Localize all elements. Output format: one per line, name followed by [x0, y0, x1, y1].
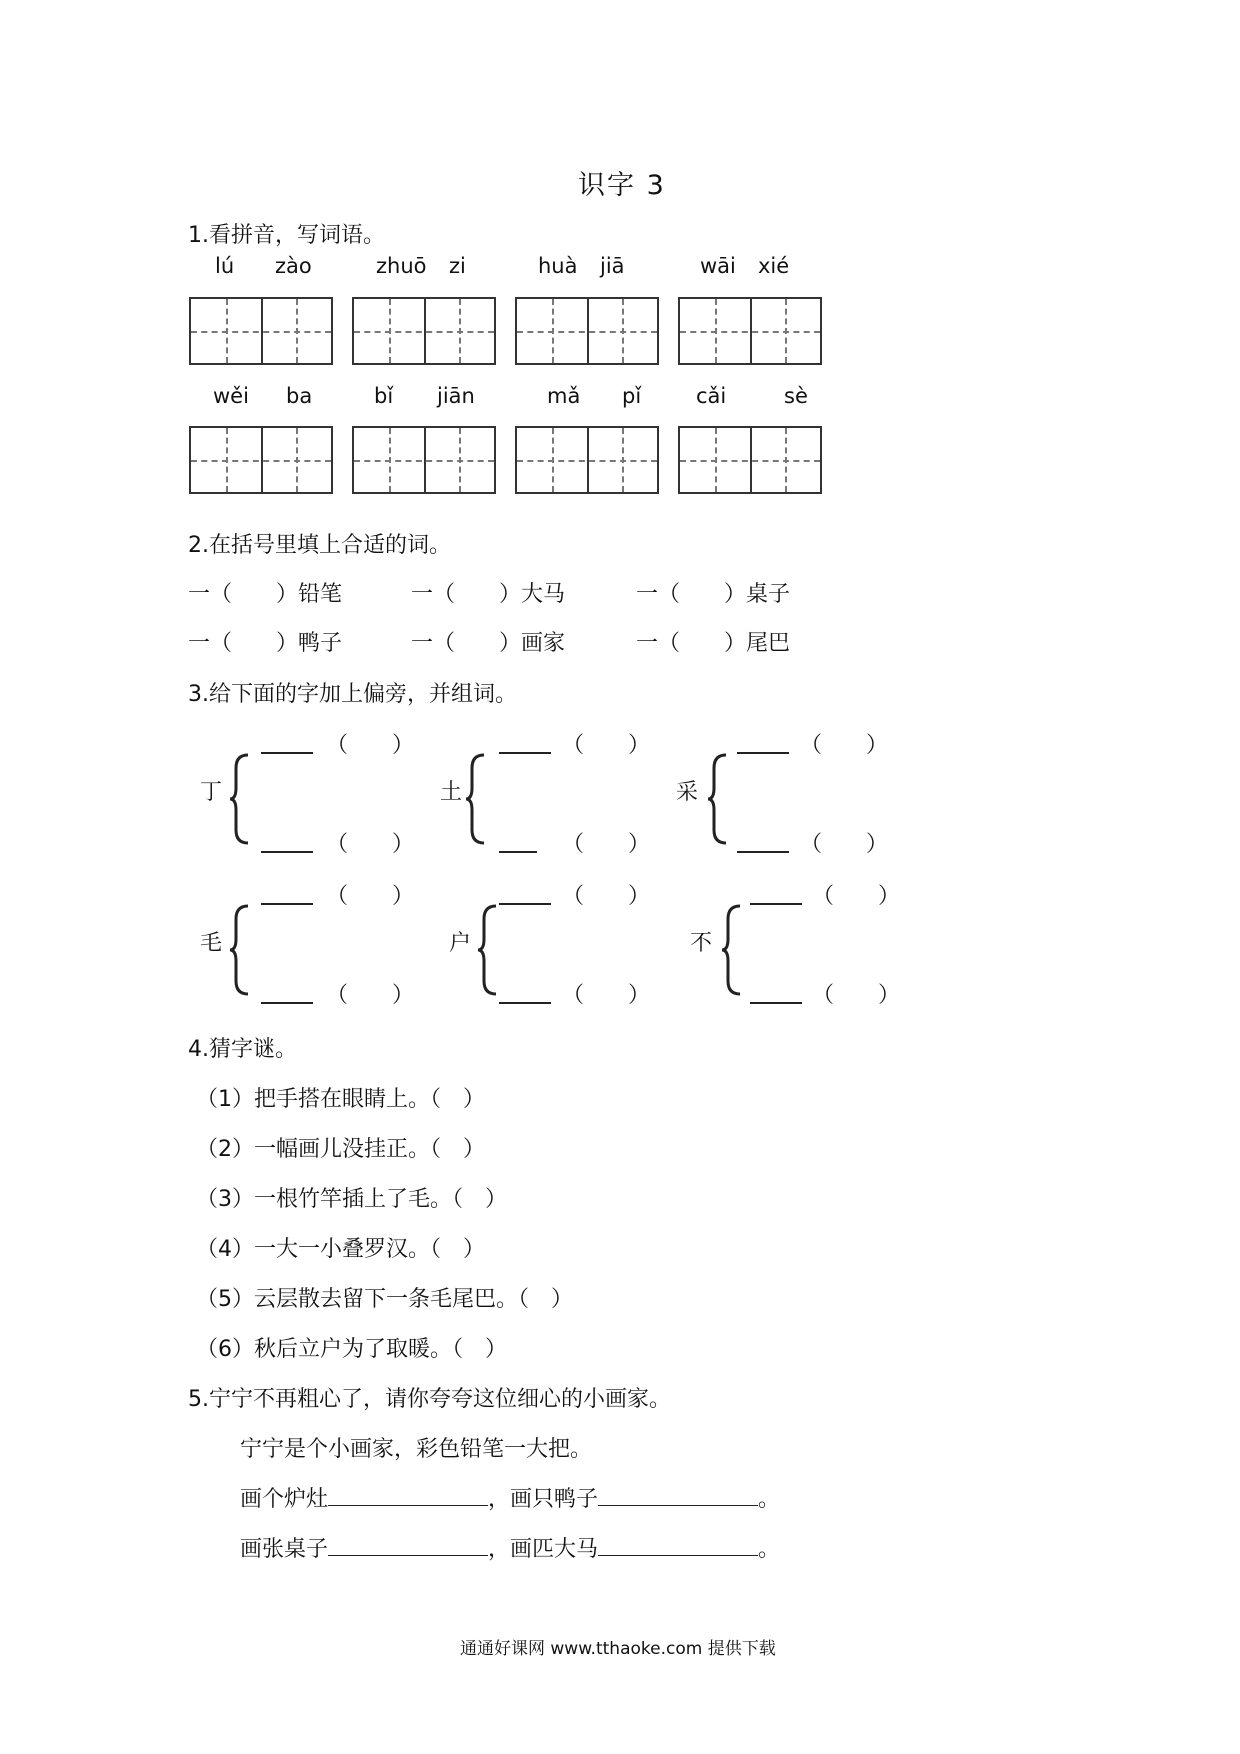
answer-paren[interactable]: （ ） [812, 983, 901, 1008]
q5-text: 画张桌子 [240, 1537, 329, 1562]
q2-heading: 2.在括号里填上合适的词。 [188, 533, 451, 558]
answer-blank[interactable] [328, 1485, 488, 1506]
base-char: 丁 [200, 780, 223, 805]
riddle-item: （1）把手搭在眼睛上。（ ） [196, 1087, 485, 1112]
pinyin: zào [275, 254, 312, 278]
answer-line[interactable] [737, 752, 789, 754]
q5-fill-line [240, 1532, 780, 1563]
q2-item: 一（ ）铅笔 [188, 582, 343, 607]
q5-fill-line [240, 1482, 780, 1513]
q5-text: 。 [758, 1487, 781, 1512]
base-char: 户 [449, 931, 472, 956]
answer-blank[interactable] [328, 1535, 488, 1556]
base-char: 不 [690, 931, 713, 956]
answer-line[interactable] [737, 851, 789, 853]
writing-grid[interactable] [189, 297, 333, 365]
q2-item: 一（ ）鸭子 [188, 631, 343, 656]
pinyin: wāi [700, 254, 736, 278]
writing-grid[interactable] [678, 426, 822, 494]
answer-line[interactable] [750, 1002, 802, 1004]
writing-grid[interactable] [189, 426, 333, 494]
brace-icon [228, 903, 252, 997]
brace-icon [706, 752, 730, 846]
pinyin: jiā [600, 254, 625, 278]
answer-paren[interactable]: （ ） [562, 733, 651, 758]
answer-line[interactable] [261, 752, 313, 754]
answer-line[interactable] [499, 752, 551, 754]
q2-item: 一（ ）大马 [411, 582, 566, 607]
riddle-item: （4）一大一小叠罗汉。（ ） [196, 1237, 485, 1262]
pinyin: lú [215, 254, 235, 278]
answer-line[interactable] [499, 851, 537, 853]
riddle-item: （3）一根竹竿插上了毛。（ ） [196, 1187, 507, 1212]
q5-heading: 5.宁宁不再粗心了，请你夸夸这位细心的小画家。 [188, 1387, 671, 1412]
answer-blank[interactable] [598, 1535, 758, 1556]
answer-line[interactable] [261, 903, 313, 905]
pinyin: cǎi [696, 384, 727, 408]
pinyin: wěi [213, 384, 249, 408]
q5-text: 。 [758, 1537, 781, 1562]
base-char: 毛 [200, 931, 223, 956]
q1-heading: 1.看拼音，写词语。 [188, 223, 385, 248]
writing-grid[interactable] [352, 426, 496, 494]
answer-line[interactable] [261, 851, 313, 853]
q5-text: ，画匹大马 [488, 1537, 599, 1562]
writing-grid[interactable] [515, 426, 659, 494]
answer-line[interactable] [750, 903, 802, 905]
pinyin: jiān [437, 384, 475, 408]
answer-paren[interactable]: （ ） [562, 884, 651, 909]
answer-paren[interactable]: （ ） [812, 884, 901, 909]
q5-line: 宁宁是个小画家，彩色铅笔一大把。 [240, 1437, 593, 1462]
writing-grid[interactable] [352, 297, 496, 365]
pinyin: xié [758, 254, 790, 278]
answer-line[interactable] [261, 1002, 313, 1004]
answer-paren[interactable]: （ ） [800, 733, 889, 758]
q2-item: 一（ ）桌子 [636, 582, 791, 607]
riddle-item: （5）云层散去留下一条毛尾巴。（ ） [196, 1287, 573, 1312]
answer-line[interactable] [499, 903, 551, 905]
pinyin: bǐ [374, 384, 394, 408]
answer-line[interactable] [499, 1002, 551, 1004]
brace-icon [464, 752, 488, 846]
pinyin: zhuō [376, 254, 427, 278]
answer-paren[interactable]: （ ） [326, 832, 415, 857]
page-title: 识字 3 [578, 170, 666, 201]
pinyin: pǐ [622, 384, 642, 408]
pinyin: ba [286, 384, 313, 408]
pinyin: huà [538, 254, 578, 278]
answer-paren[interactable]: （ ） [326, 983, 415, 1008]
riddle-item: （6）秋后立户为了取暖。（ ） [196, 1337, 507, 1362]
answer-paren[interactable]: （ ） [326, 733, 415, 758]
base-char: 采 [676, 780, 699, 805]
riddle-item: （2）一幅画儿没挂正。（ ） [196, 1137, 485, 1162]
brace-icon [720, 903, 744, 997]
answer-paren[interactable]: （ ） [562, 983, 651, 1008]
q5-text: 画个炉灶 [240, 1487, 329, 1512]
answer-blank[interactable] [598, 1485, 758, 1506]
writing-grid[interactable] [678, 297, 822, 365]
pinyin: mǎ [547, 384, 581, 408]
q3-heading: 3.给下面的字加上偏旁，并组词。 [188, 682, 517, 707]
base-char: 土 [440, 780, 463, 805]
q2-item: 一（ ）画家 [411, 631, 566, 656]
answer-paren[interactable]: （ ） [800, 832, 889, 857]
brace-icon [228, 752, 252, 846]
q2-item: 一（ ）尾巴 [636, 631, 791, 656]
pinyin: sè [784, 384, 808, 408]
footer-credit: 通通好课网 www.tthaoke.com 提供下载 [460, 1639, 776, 1659]
pinyin: zi [449, 254, 466, 278]
q5-text: ，画只鸭子 [488, 1487, 599, 1512]
writing-grid[interactable] [515, 297, 659, 365]
answer-paren[interactable]: （ ） [562, 832, 651, 857]
q4-heading: 4.猜字谜。 [188, 1037, 297, 1062]
answer-paren[interactable]: （ ） [326, 884, 415, 909]
brace-icon [476, 903, 500, 997]
